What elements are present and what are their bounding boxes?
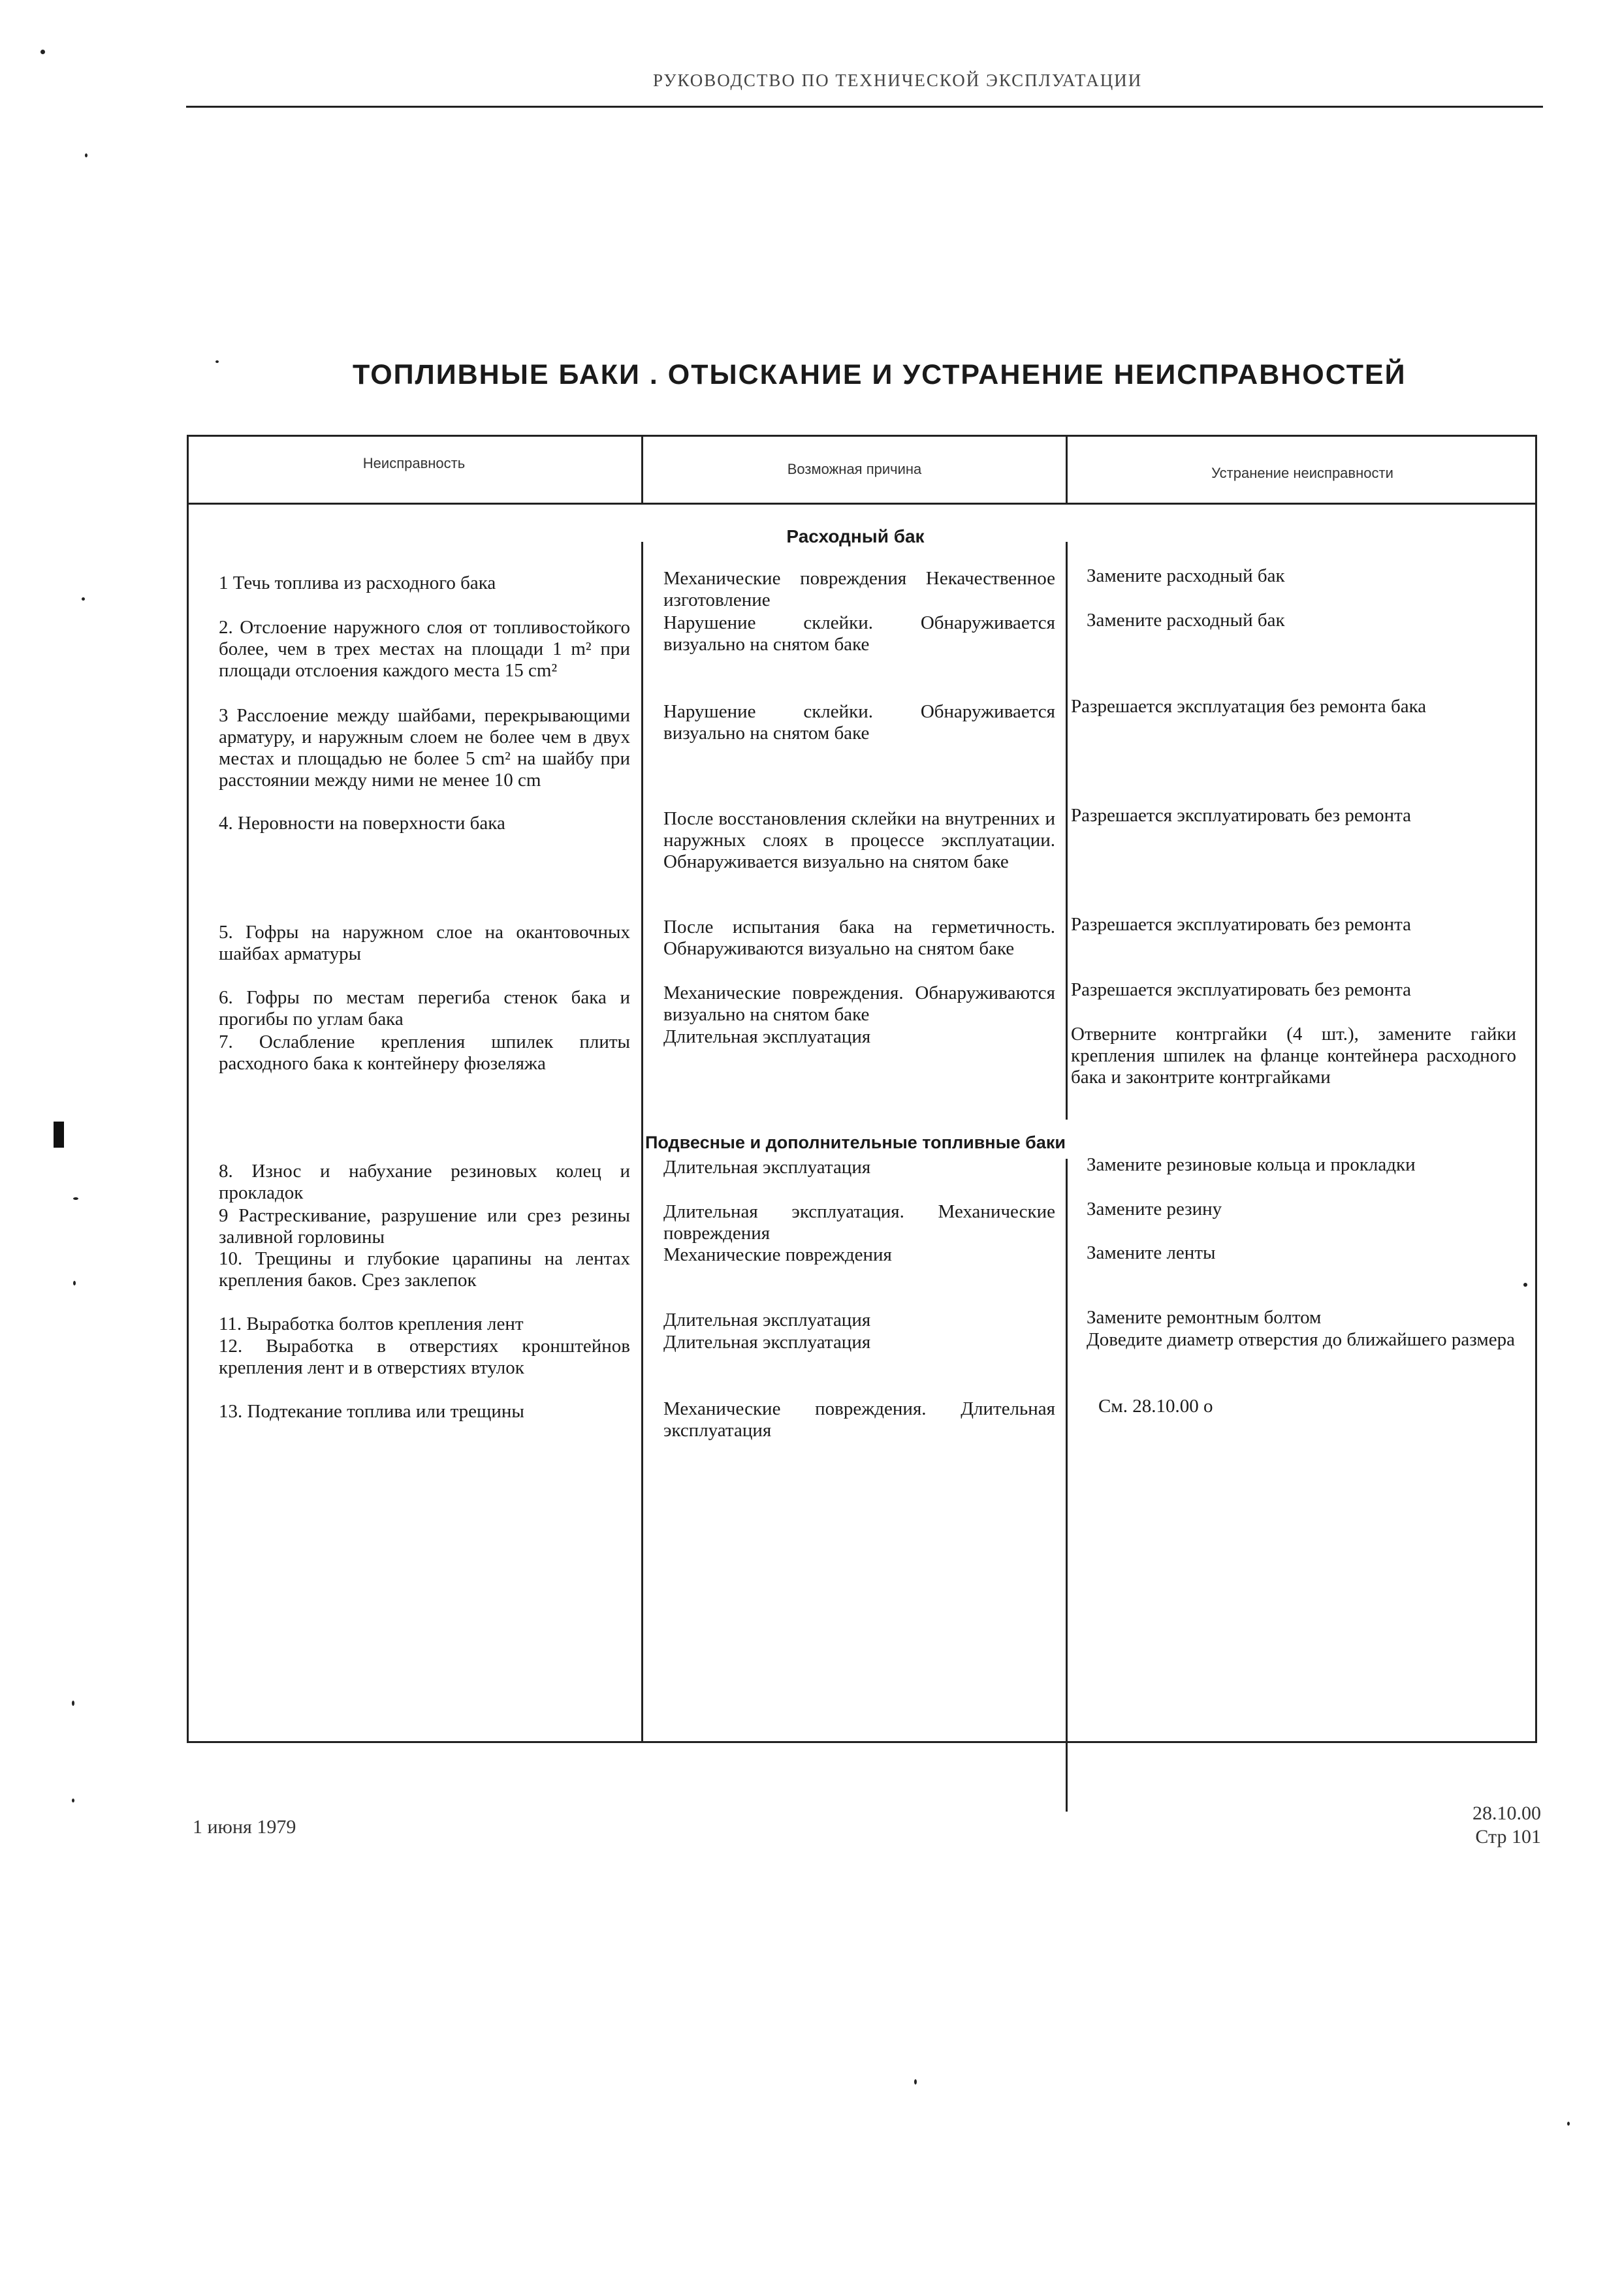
fix-cell: См. 28.10.00 о (1098, 1396, 1213, 1417)
scan-speck (72, 1799, 74, 1802)
cause-cell: Длительная эксплуатация (663, 1157, 871, 1178)
cause-cell: Длительная эксплуатация (663, 1332, 871, 1353)
cause-cell: Механические повреждения Некачественное изготовление (663, 568, 1055, 610)
fault-cell: 9 Растрескивание, разрушение или срез резины заливной горловины (219, 1205, 630, 1248)
page-number-block (1417, 1802, 1541, 1849)
fault-cell: 10. Трещины и глубокие царапины на лентах крепления баков. Срез заклепок (219, 1248, 630, 1291)
scan-speck (82, 597, 85, 601)
column-divider-2 (1066, 542, 1068, 1120)
cause-cell: После восстановления склейки на внутренних и наружных слоях в процессе эксплуатации. Обнаруживается визуально на снятом баке (663, 808, 1055, 872)
fix-cell: Замените ремонтным болтом (1087, 1307, 1322, 1328)
section-code: 28.10.00 (1472, 1802, 1541, 1824)
fix-cell: Замените резиновые кольца и прокладки (1087, 1154, 1416, 1175)
scan-speck (73, 1281, 76, 1285)
fault-cell: 7. Ослабление крепления шпилек плиты расходного бака к контейнеру фюзеляжа (219, 1031, 630, 1074)
page-number: Стр 101 (1475, 1826, 1541, 1848)
fix-cell: Замените резину (1087, 1199, 1222, 1219)
fault-cell: 5. Гофры на наружном слое на окантовочных шайбах арматуры (219, 922, 630, 964)
cause-cell: Длительная эксплуатация (663, 1026, 871, 1047)
fault-cell: 2. Отслоение наружного слоя от топливостойкого более, чем в трех местах на площади 1 m² при площади отслоения каждого места 15 cm² (219, 617, 630, 681)
scan-speck (215, 360, 219, 363)
column-divider-2 (1066, 1159, 1068, 1812)
fix-cell: Разрешается эксплуатировать без ремонта (1071, 979, 1412, 1000)
revision-date: 1 июня 1979 (193, 1816, 296, 1838)
cause-cell: Механические повреждения. Длительная эксплуатация (663, 1398, 1055, 1441)
fix-cell: Разрешается эксплуатировать без ремонта (1071, 914, 1412, 935)
fault-cell: 3 Расслоение между шайбами, перекрывающими арматуру, и наружным слоем не более чем в двух местах и площадью не более 5 cm² на шайбу при расстоянии между ними не менее 10 cm (219, 705, 630, 791)
fix-cell: Замените расходный бак (1087, 610, 1285, 631)
header-separator (187, 503, 1537, 505)
fault-cell: 4. Неровности на поверхности бака (219, 813, 505, 834)
scan-speck (1567, 2122, 1570, 2126)
cause-cell: Нарушение склейки. Обнаруживается визуально на снятом баке (663, 701, 1055, 744)
fix-cell: Замените ленты (1087, 1242, 1216, 1263)
page-title: ТОПЛИВНЫЕ БАКИ . ОТЫСКАНИЕ И УСТРАНЕНИЕ НЕИСПРАВНОСТЕЙ (353, 359, 1407, 390)
cause-cell: Длительная эксплуатация. Механические повреждения (663, 1201, 1055, 1244)
fix-cell: Доведите диаметр отверстия до ближайшего размера (1087, 1329, 1515, 1350)
fault-cell: 11. Выработка болтов крепления лент (219, 1313, 524, 1334)
cause-cell: Длительная эксплуатация (663, 1310, 871, 1330)
scan-speck (914, 2079, 917, 2084)
scan-speck (73, 1197, 78, 1200)
fault-cell: 6. Гофры по местам перегиба стенок бака и прогибы по углам бака (219, 987, 630, 1030)
scan-speck (85, 153, 87, 157)
cause-cell: После испытания бака на герметичность. Обнаруживаются визуально на снятом баке (663, 917, 1055, 959)
fault-cell: 13. Подтекание топлива или трещины (219, 1401, 524, 1422)
column-header-fix: Устранение неисправности (1211, 465, 1393, 481)
fix-cell: Замените расходный бак (1087, 565, 1285, 586)
cause-cell: Механические повреждения. Обнаруживаются визуально на снятом баке (663, 983, 1055, 1025)
header-rule (186, 106, 1543, 108)
scan-speck (40, 50, 45, 54)
column-header-cause: Возможная причина (787, 461, 922, 477)
fault-cell: 1 Течь топлива из расходного бака (219, 573, 496, 593)
fix-cell: Отверните контргайки (4 шт.), замените гайки крепления шпилек на фланце контейнера расходного бака и законтрите контргайками (1071, 1024, 1516, 1088)
section-title-service-tank: Расходный бак (786, 526, 925, 546)
fix-cell: Разрешается эксплуатировать без ремонта (1071, 805, 1412, 826)
fault-cell: 12. Выработка в отверстиях кронштейнов крепления лент и в отверстиях втулок (219, 1336, 630, 1378)
column-header-fault: Неисправность (362, 455, 466, 471)
scan-speck (72, 1701, 74, 1706)
binding-mark (54, 1122, 64, 1148)
cause-cell: Механические повреждения (663, 1244, 892, 1265)
fix-cell: Разрешается эксплуатация без ремонта бака (1071, 696, 1427, 717)
fault-cell: 8. Износ и набухание резиновых колец и прокладок (219, 1161, 630, 1203)
cause-cell: Нарушение склейки. Обнаруживается визуально на снятом баке (663, 612, 1055, 655)
running-header: РУКОВОДСТВО ПО ТЕХНИЧЕСКОЙ ЭКСПЛУАТАЦИИ (653, 71, 1143, 90)
section-title-external-tanks: Подвесные и дополнительные топливные баки (645, 1133, 1066, 1152)
